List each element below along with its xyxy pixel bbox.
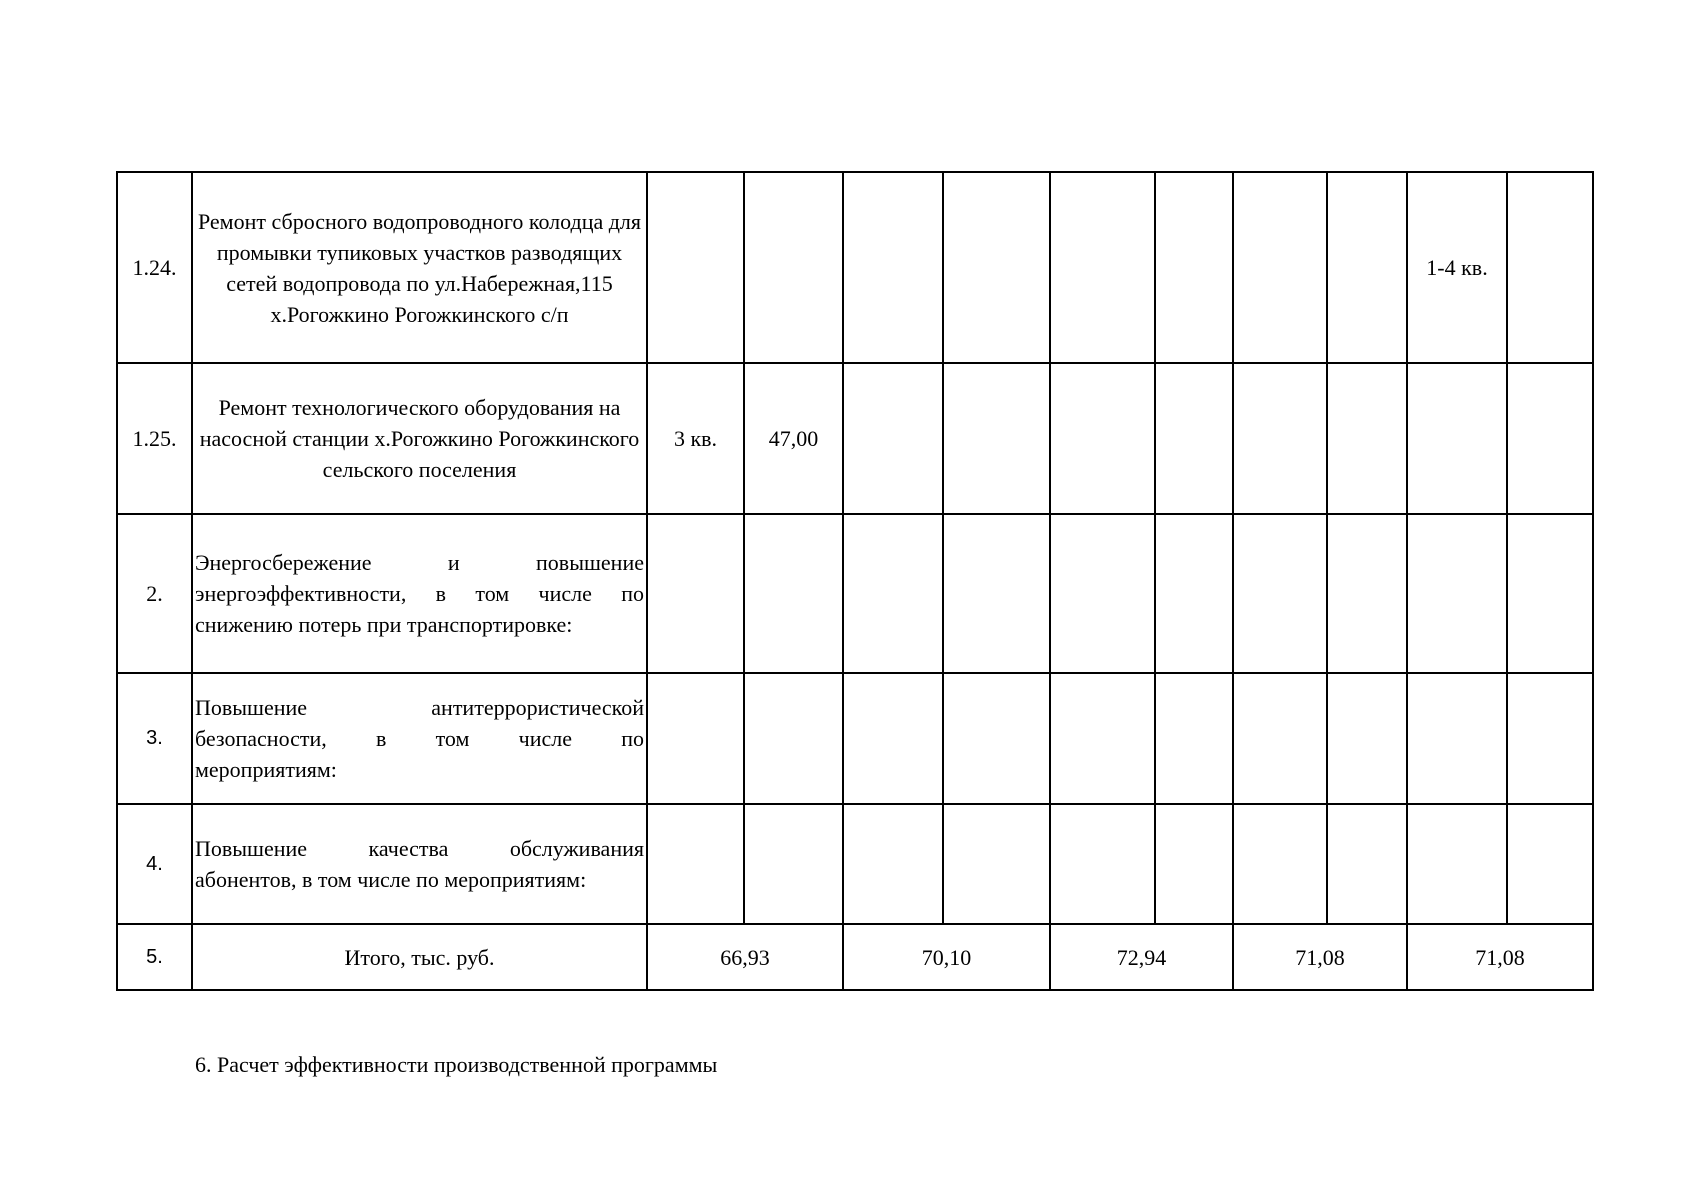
row-description: Ремонт технологического оборудования на насосной станции х.Рогожкино Рогожкинского сельского поселения xyxy=(192,363,647,514)
cell xyxy=(1327,363,1407,514)
description-text: Энергосбережение и повышение энергоэффективности, в том числе по xyxy=(195,550,644,606)
cell xyxy=(1507,804,1593,924)
table-row xyxy=(117,804,1593,924)
row-description xyxy=(192,514,647,673)
cell xyxy=(943,363,1050,514)
description-text-last: мероприятиям: xyxy=(195,757,337,782)
cost-cell: 47,00 xyxy=(744,363,843,514)
total-value: 71,08 xyxy=(1407,924,1593,990)
total-row xyxy=(117,924,1593,990)
cell xyxy=(1155,804,1233,924)
total-value: 66,93 xyxy=(647,924,843,990)
row-number: 3. xyxy=(117,673,192,804)
cell xyxy=(1155,673,1233,804)
table-row xyxy=(117,514,1593,673)
cell xyxy=(1407,363,1507,514)
cell xyxy=(1507,673,1593,804)
cell xyxy=(1155,172,1233,363)
cell xyxy=(744,172,843,363)
cell xyxy=(843,363,943,514)
table-row xyxy=(117,673,1593,804)
cell xyxy=(1233,673,1327,804)
description-text: Повышение качества обслуживания xyxy=(195,836,644,861)
row-number: 2. xyxy=(117,514,192,673)
total-value: 72,94 xyxy=(1050,924,1233,990)
total-value: 70,10 xyxy=(843,924,1050,990)
cell xyxy=(1233,172,1327,363)
cell xyxy=(1327,172,1407,363)
cell xyxy=(744,514,843,673)
cell xyxy=(843,172,943,363)
cell xyxy=(1507,363,1593,514)
cell xyxy=(1155,363,1233,514)
cell xyxy=(744,804,843,924)
cell xyxy=(1050,804,1155,924)
period-cell: 1-4 кв. xyxy=(1407,172,1507,363)
cell xyxy=(647,673,744,804)
row-description xyxy=(192,673,647,804)
cell xyxy=(1507,514,1593,673)
description-text-last: абонентов, в том числе по мероприятиям: xyxy=(195,867,587,892)
cell xyxy=(943,172,1050,363)
cell xyxy=(1233,514,1327,673)
cell xyxy=(843,673,943,804)
row-description: Ремонт сбросного водопроводного колодца для промывки тупиковых участков разводящих сетей водопровода по ул.Набережная,115 х.Рогожкино Рогожкинского с/п xyxy=(192,172,647,363)
cell xyxy=(1327,673,1407,804)
row-number: 1.24. xyxy=(117,172,192,363)
row-number: 4. xyxy=(117,804,192,924)
cell xyxy=(744,673,843,804)
cell xyxy=(843,514,943,673)
cell xyxy=(1155,514,1233,673)
table-row xyxy=(117,172,1593,363)
cell xyxy=(943,514,1050,673)
cell xyxy=(843,804,943,924)
cell xyxy=(1407,804,1507,924)
cell xyxy=(1233,804,1327,924)
table-row xyxy=(117,363,1593,514)
cell xyxy=(1050,673,1155,804)
row-number: 5. xyxy=(117,924,192,990)
cell xyxy=(1407,514,1507,673)
cell xyxy=(647,804,744,924)
description-text-last: снижению потерь при транспортировке: xyxy=(195,612,573,637)
cell xyxy=(943,673,1050,804)
cell xyxy=(1050,514,1155,673)
cell xyxy=(1507,172,1593,363)
section-heading: 6. Расчет эффективности производственной программы xyxy=(195,1052,718,1077)
row-description xyxy=(192,804,647,924)
cell xyxy=(1233,363,1327,514)
cell xyxy=(647,172,744,363)
cell xyxy=(1327,514,1407,673)
description-text: Повышение антитеррористической безопасности, в том числе по xyxy=(195,695,644,751)
cell xyxy=(647,514,744,673)
cell xyxy=(943,804,1050,924)
production-program-table xyxy=(116,171,1594,991)
period-cell: 3 кв. xyxy=(647,363,744,514)
cell xyxy=(1327,804,1407,924)
cell xyxy=(1050,363,1155,514)
total-label: Итого, тыс. руб. xyxy=(192,924,647,990)
cell xyxy=(1407,673,1507,804)
cell xyxy=(1050,172,1155,363)
total-value: 71,08 xyxy=(1233,924,1407,990)
row-number: 1.25. xyxy=(117,363,192,514)
